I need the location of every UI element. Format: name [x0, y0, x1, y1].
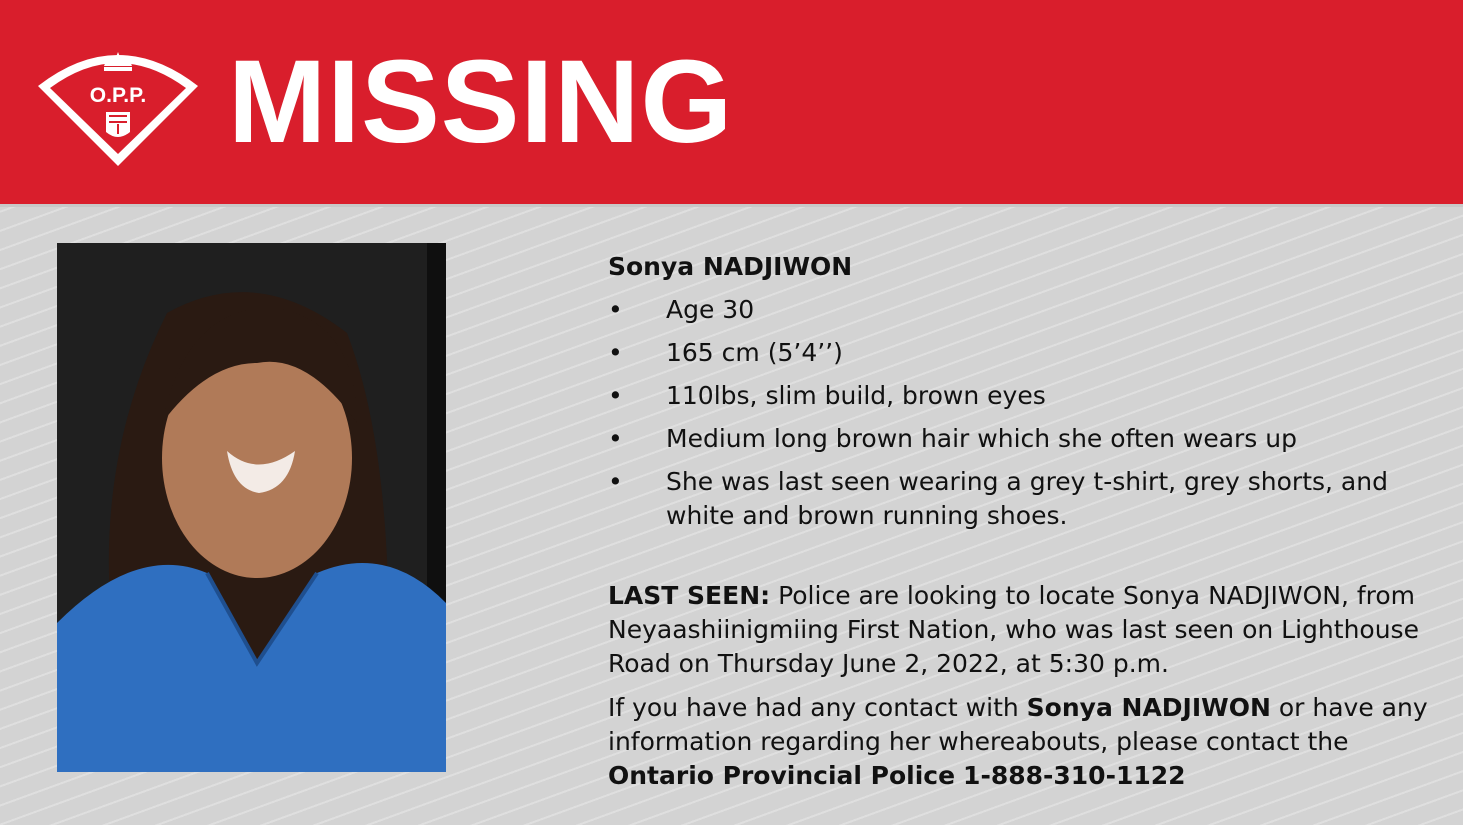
- contact-text-1: If you have had any contact with: [608, 693, 1027, 722]
- missing-person-photo: [57, 243, 446, 772]
- contact-text-2: or have any information regarding her whereabouts, please contact the: [608, 693, 1428, 756]
- police-agency-name: Ontario Provincial Police: [608, 761, 956, 790]
- contact-paragraph: [608, 691, 1428, 793]
- list-item: • Age 30: [608, 293, 1428, 327]
- list-item: • Medium long brown hair which she often wears up: [608, 422, 1428, 456]
- person-name: Sonya NADJIWON: [608, 252, 853, 281]
- last-seen-paragraph: [608, 579, 1428, 681]
- header-banner: [0, 0, 1463, 207]
- opp-logo: [34, 40, 202, 170]
- contact-person-name: Sonya NADJIWON: [1026, 693, 1271, 722]
- info-panel: [608, 250, 1428, 793]
- last-seen-label: LAST SEEN:: [608, 581, 771, 610]
- page-title: MISSING: [228, 36, 734, 168]
- list-item: • 110lbs, slim build, brown eyes: [608, 379, 1428, 413]
- list-item: • 165 cm (5’4’’): [608, 336, 1428, 370]
- logo-text: O.P.P.: [89, 84, 147, 107]
- last-seen-text: Police are looking to locate Sonya NADJIWON, from Neyaashiinigmiing First Nation, who was last seen on Lighthouse Road on Thursday June 2, 2022, at 5:30 p.m.: [608, 581, 1419, 678]
- details-list: [608, 293, 1428, 533]
- list-item: • She was last seen wearing a grey t-shirt, grey shorts, and white and brown running shoes.: [608, 465, 1428, 533]
- crown-icon: [104, 52, 132, 66]
- police-phone-number: 1-888-310-1122: [963, 761, 1186, 790]
